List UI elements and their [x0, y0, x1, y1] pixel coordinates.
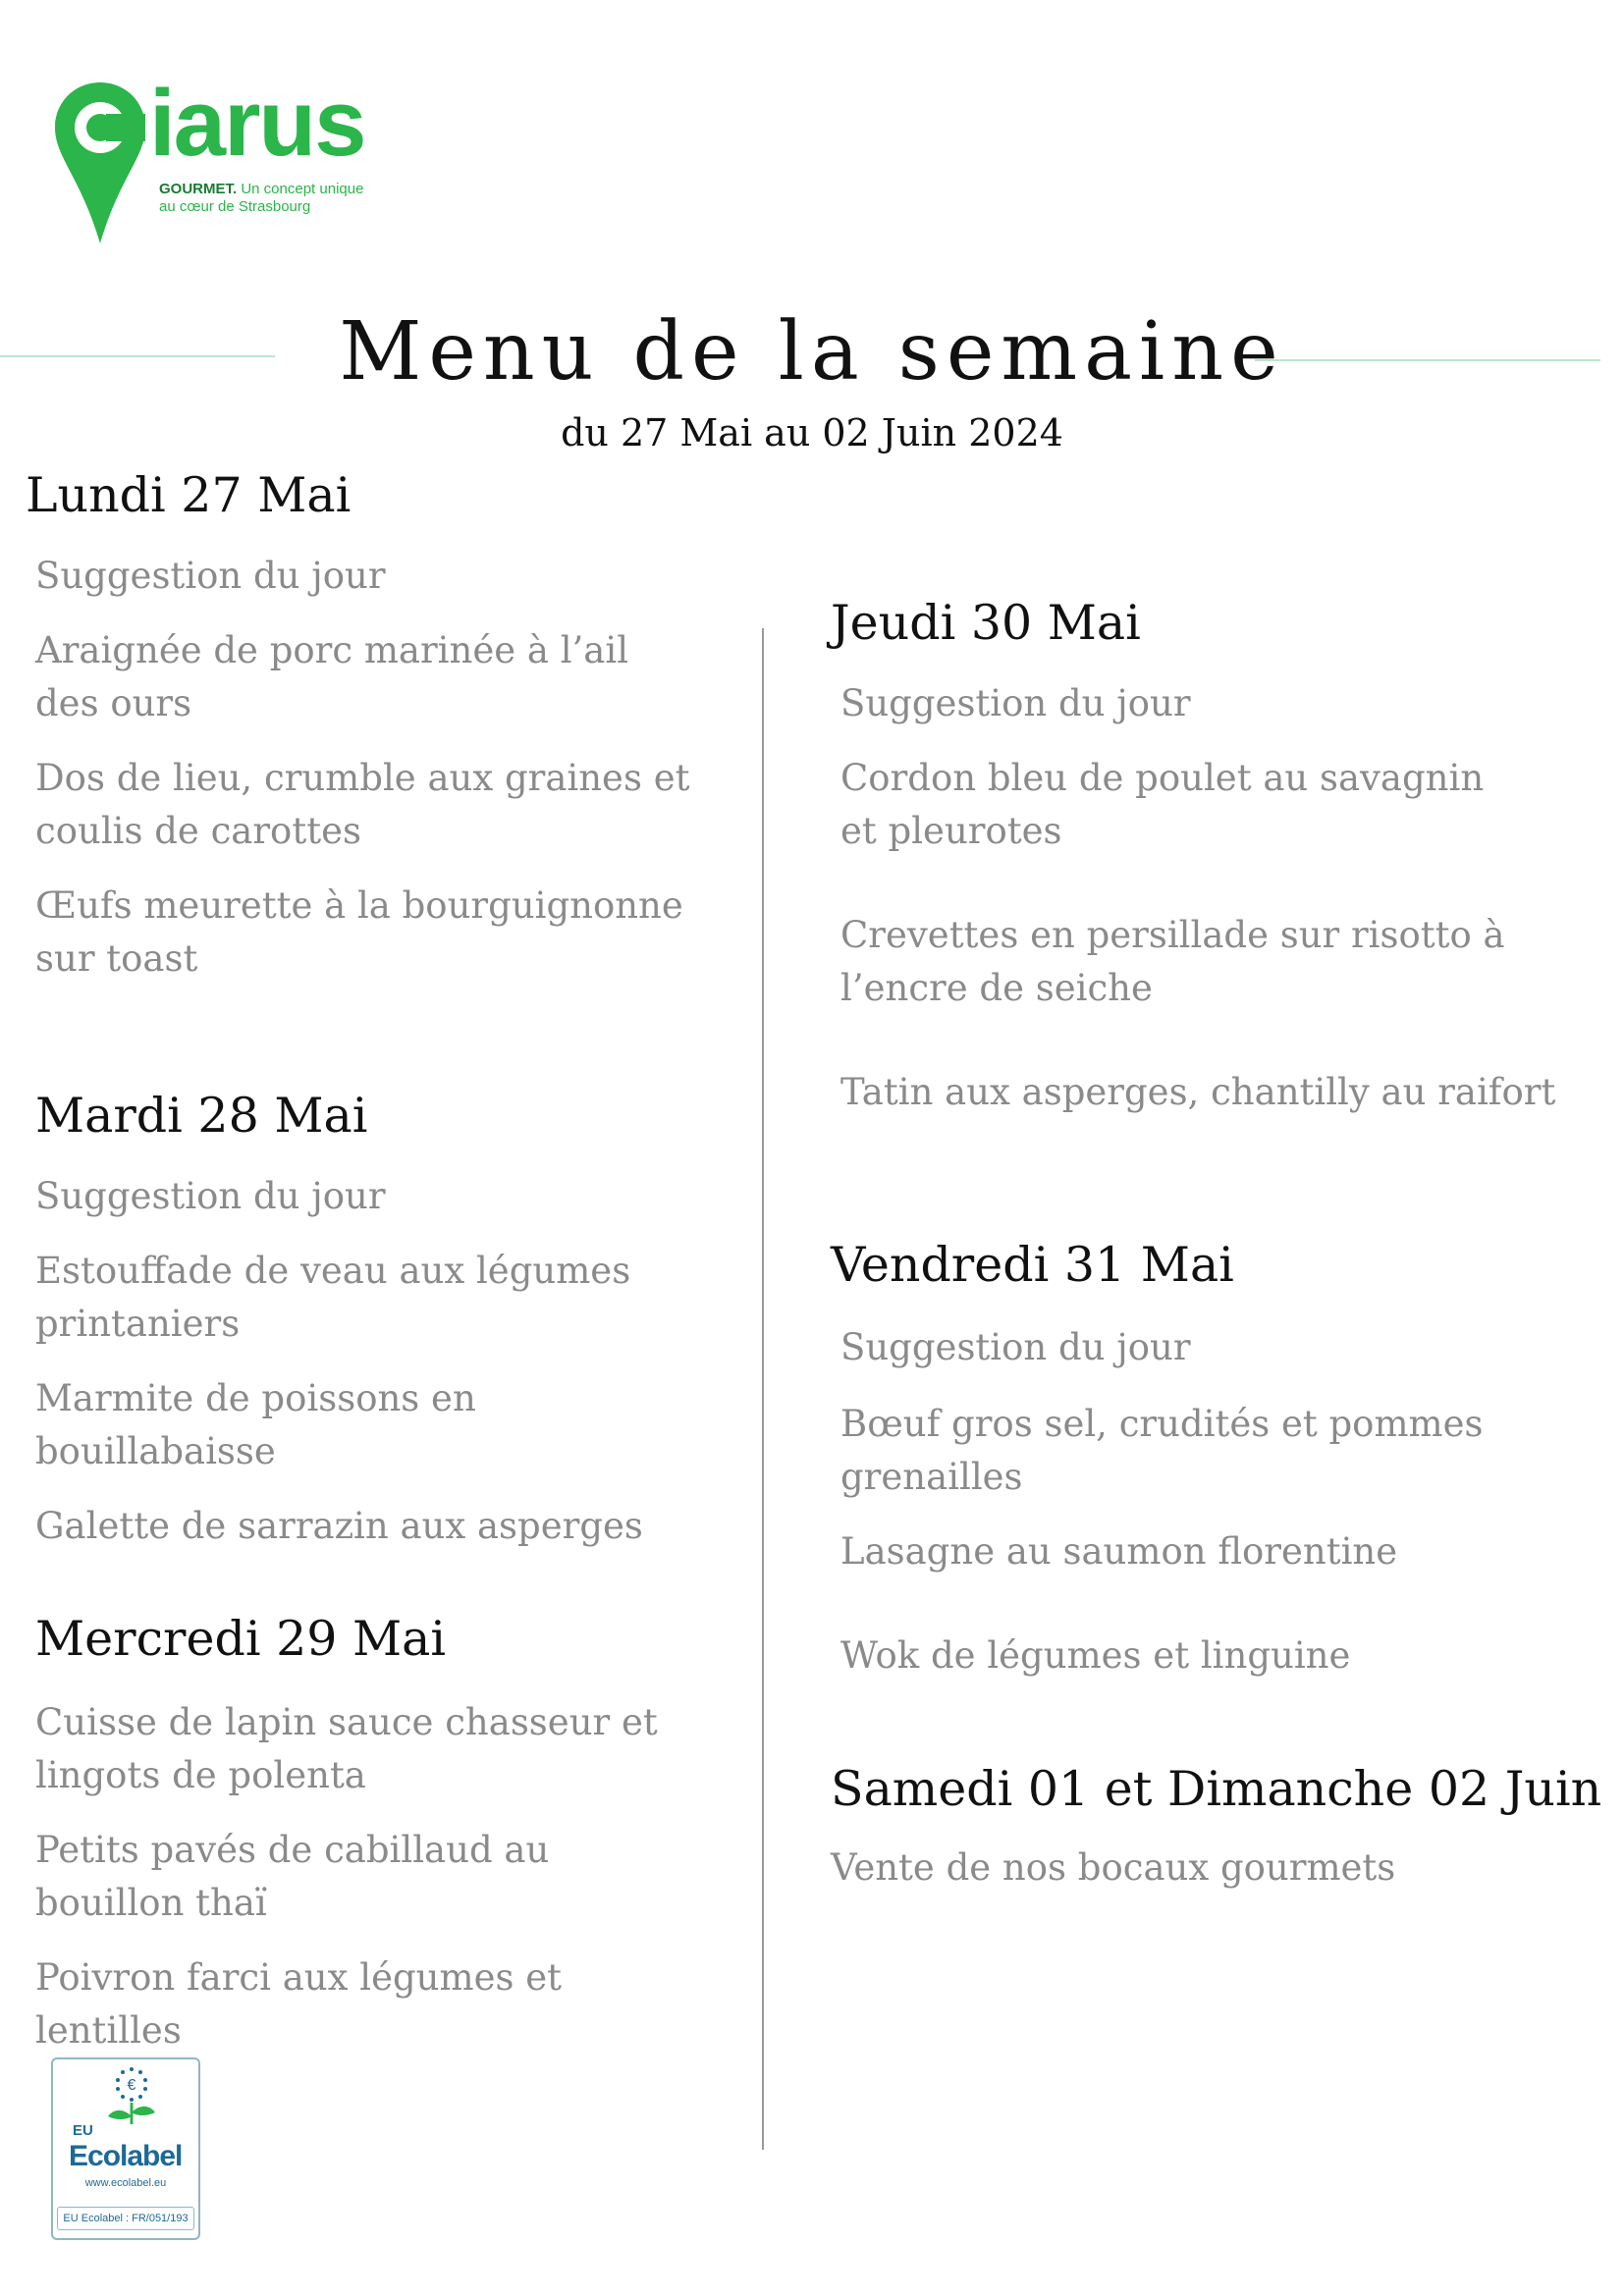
menu-item: Estouffade de veau aux légumes printaniers: [35, 1250, 631, 1345]
day-heading-vendredi: Vendredi 31 Mai: [831, 1237, 1234, 1293]
menu-item: Vente de nos bocaux gourmets: [831, 1846, 1396, 1889]
menu-item: Poivron farci aux légumes et lentilles: [35, 1956, 562, 2052]
brand-tagline-line2: au cœur de Strasbourg: [159, 198, 311, 215]
menu-item: Suggestion du jour: [35, 1175, 386, 1217]
menu-item: Araignée de porc marinée à l’ail des ours: [35, 629, 629, 724]
menu-item: Galette de sarrazin aux asperges: [35, 1505, 643, 1547]
menu-item: Suggestion du jour: [840, 1326, 1191, 1368]
menu-item: Marmite de poissons en bouillabaisse: [35, 1377, 476, 1472]
menu-item: Wok de légumes et linguine: [840, 1634, 1351, 1677]
page-title: Menu de la semaine: [339, 305, 1285, 399]
ecolabel-name: Ecolabel: [69, 2140, 183, 2172]
day-heading-lundi: Lundi 27 Mai: [26, 467, 352, 523]
ecolabel-registration: EU Ecolabel : FR/051/193: [57, 2207, 194, 2230]
ecolabel-url: www.ecolabel.eu: [84, 2177, 167, 2189]
day-heading-jeudi: Jeudi 30 Mai: [831, 595, 1141, 651]
column-divider: [762, 628, 764, 2150]
menu-item: Bœuf gros sel, crudités et pommes grenailles: [840, 1403, 1484, 1498]
brand-tagline: GOURMET. Un concept unique: [159, 181, 364, 197]
menu-item: Cordon bleu de poulet au savagnin et pleurotes: [840, 757, 1485, 852]
day-heading-mercredi: Mercredi 29 Mai: [35, 1611, 447, 1667]
svg-text:€: €: [127, 2077, 136, 2094]
menu-item: Tatin aux asperges, chantilly au raifort: [840, 1071, 1556, 1113]
menu-item: Cuisse de lapin sauce chasseur et lingots de polenta: [35, 1701, 658, 1796]
menu-item: Suggestion du jour: [840, 682, 1191, 724]
brand-wordmark: iarus: [149, 71, 365, 176]
menu-item: Crevettes en persillade sur risotto à l’encre de seiche: [840, 914, 1505, 1009]
menu-item: Suggestion du jour: [35, 555, 386, 597]
day-heading-mardi: Mardi 28 Mai: [35, 1088, 368, 1144]
menu-item: Œufs meurette à la bourguignonne sur toast: [35, 884, 683, 980]
ecolabel-flower-icon: [53, 2059, 198, 2128]
menu-item: Petits pavés de cabillaud au bouillon thaï: [35, 1829, 550, 1924]
map-pin-logo-icon: [51, 79, 149, 247]
day-heading-weekend: Samedi 01 et Dimanche 02 Juin: [831, 1761, 1602, 1817]
ecolabel-eu: EU: [73, 2122, 93, 2139]
page-subtitle: du 27 Mai au 02 Juin 2024: [561, 411, 1063, 454]
menu-item: Lasagne au saumon florentine: [840, 1530, 1398, 1573]
menu-item: Dos de lieu, crumble aux graines et coulis de carottes: [35, 757, 690, 852]
eu-ecolabel-badge: [51, 2057, 200, 2240]
brand-logo: [51, 71, 395, 255]
